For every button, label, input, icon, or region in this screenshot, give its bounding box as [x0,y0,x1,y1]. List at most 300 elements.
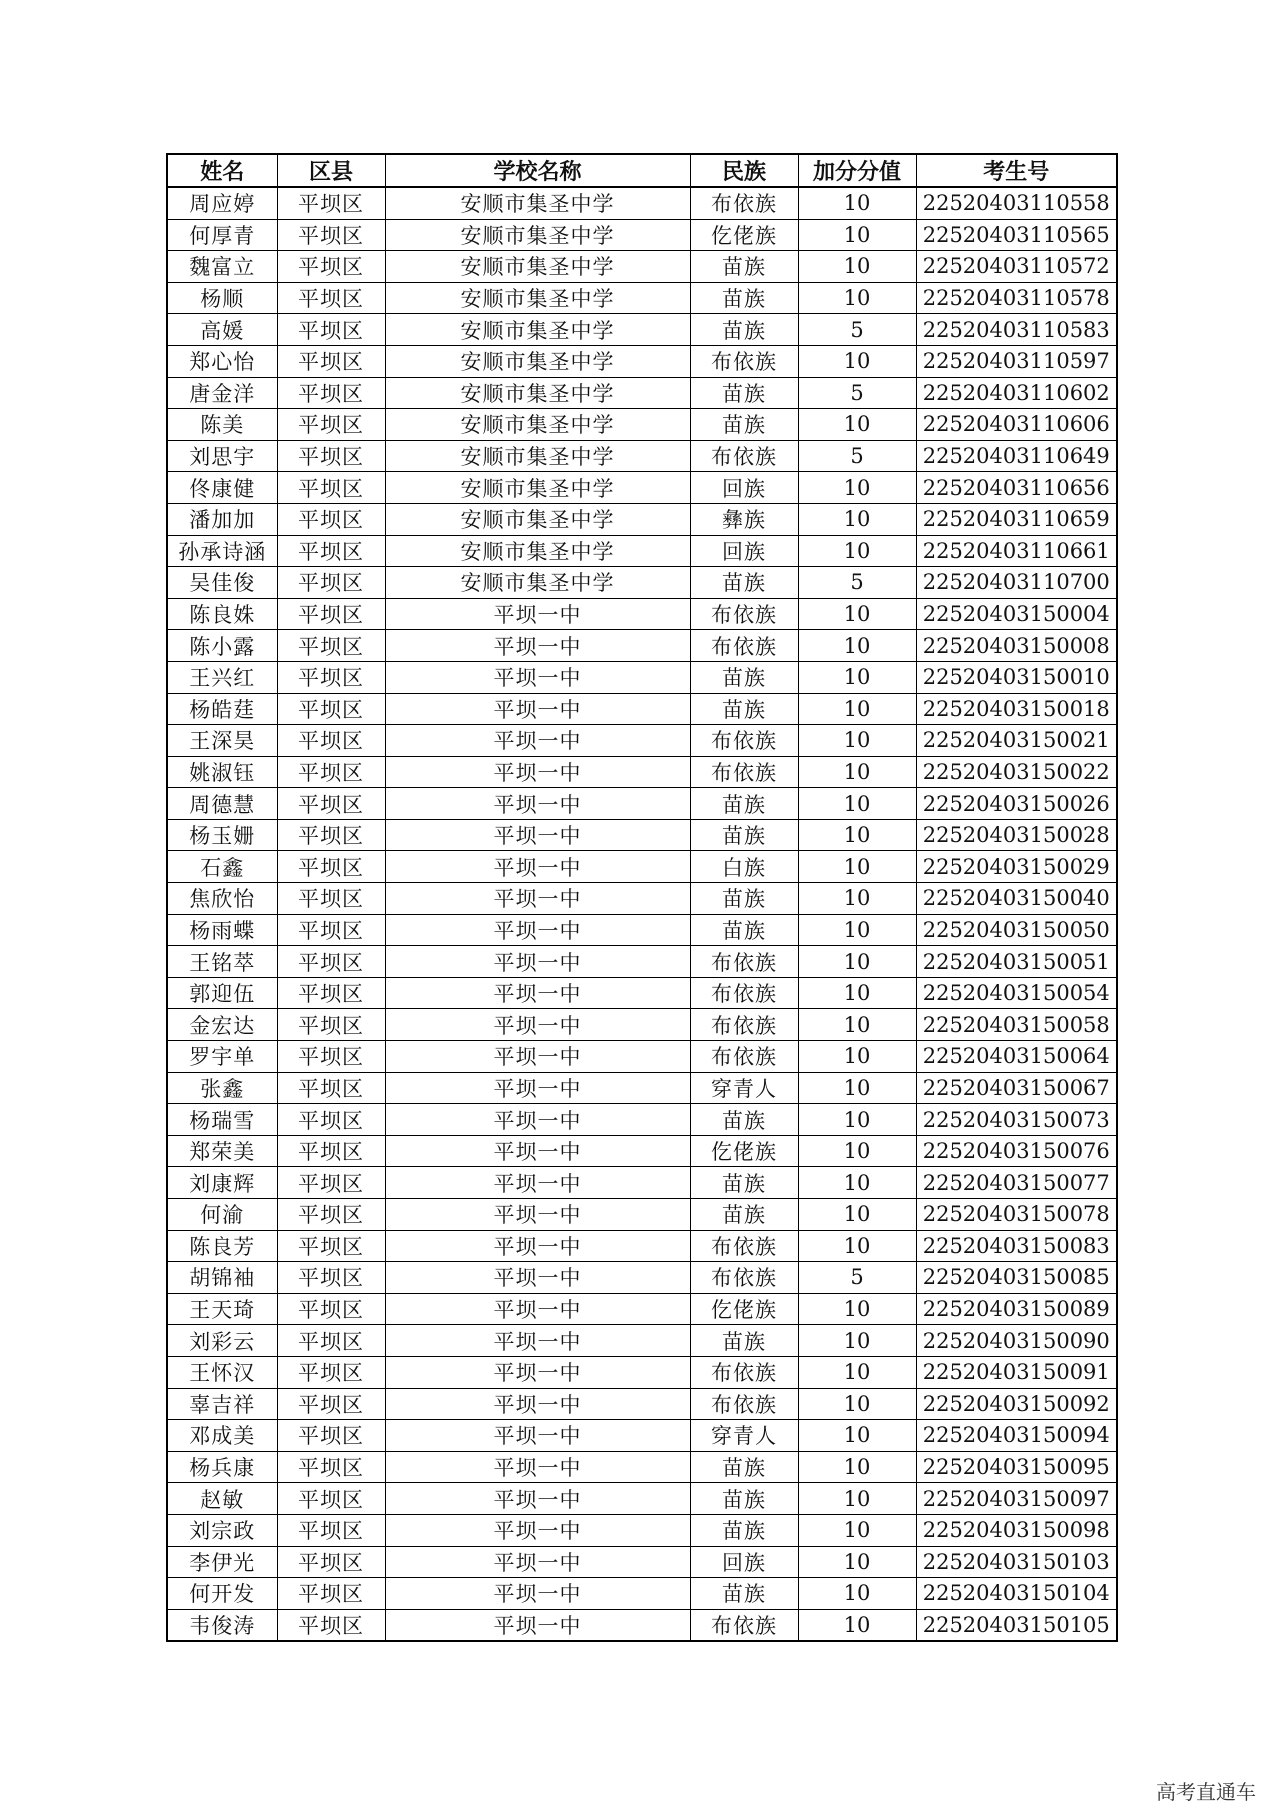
cell-district: 平坝区 [277,946,385,978]
cell-name: 孙承诗涵 [167,535,277,567]
table-row [167,187,1117,219]
cell-ethnicity: 布依族 [690,440,798,472]
cell-bonus: 10 [798,1451,916,1483]
table-row [167,1325,1117,1357]
table-row [167,1262,1117,1294]
cell-name: 王兴红 [167,661,277,693]
cell-ethnicity: 布依族 [690,946,798,978]
cell-exam-id: 22520403150085 [916,1262,1117,1294]
cell-school: 平坝一中 [385,1388,690,1420]
cell-exam-id: 22520403110572 [916,251,1117,283]
cell-school: 平坝一中 [385,1262,690,1294]
cell-bonus: 10 [798,1135,916,1167]
cell-exam-id: 22520403150078 [916,1199,1117,1231]
cell-district: 平坝区 [277,788,385,820]
cell-bonus: 10 [798,409,916,441]
cell-ethnicity: 苗族 [690,377,798,409]
cell-name: 杨顺 [167,282,277,314]
cell-district: 平坝区 [277,1546,385,1578]
cell-school: 安顺市集圣中学 [385,440,690,472]
cell-ethnicity: 布依族 [690,187,798,219]
cell-school: 平坝一中 [385,661,690,693]
table-row [167,598,1117,630]
cell-school: 平坝一中 [385,914,690,946]
cell-name: 刘康辉 [167,1167,277,1199]
cell-school: 平坝一中 [385,977,690,1009]
table-row [167,1609,1117,1641]
table-row [167,1420,1117,1452]
cell-name: 石鑫 [167,851,277,883]
cell-name: 陈美 [167,409,277,441]
cell-school: 平坝一中 [385,630,690,662]
cell-bonus: 10 [798,661,916,693]
cell-district: 平坝区 [277,1356,385,1388]
cell-name: 赵敏 [167,1483,277,1515]
cell-school: 平坝一中 [385,1514,690,1546]
cell-school: 平坝一中 [385,1609,690,1641]
cell-ethnicity: 回族 [690,472,798,504]
cell-district: 平坝区 [277,377,385,409]
table-row [167,219,1117,251]
cell-school: 安顺市集圣中学 [385,314,690,346]
cell-bonus: 10 [798,1293,916,1325]
cell-district: 平坝区 [277,409,385,441]
cell-exam-id: 22520403150050 [916,914,1117,946]
cell-bonus: 10 [798,1072,916,1104]
cell-school: 安顺市集圣中学 [385,251,690,283]
header-ethnicity: 民族 [690,154,798,187]
cell-exam-id: 22520403150103 [916,1546,1117,1578]
cell-district: 平坝区 [277,1072,385,1104]
cell-name: 张鑫 [167,1072,277,1104]
cell-ethnicity: 苗族 [690,409,798,441]
cell-district: 平坝区 [277,598,385,630]
cell-exam-id: 22520403150018 [916,693,1117,725]
cell-bonus: 10 [798,946,916,978]
cell-name: 王怀汉 [167,1356,277,1388]
cell-name: 金宏达 [167,1009,277,1041]
cell-bonus: 10 [798,282,916,314]
cell-name: 杨皓莛 [167,693,277,725]
cell-school: 平坝一中 [385,1451,690,1483]
cell-name: 何渝 [167,1199,277,1231]
cell-ethnicity: 苗族 [690,1483,798,1515]
cell-district: 平坝区 [277,1388,385,1420]
cell-name: 杨瑞雪 [167,1104,277,1136]
table-row [167,661,1117,693]
cell-exam-id: 22520403110565 [916,219,1117,251]
cell-district: 平坝区 [277,503,385,535]
table-row [167,409,1117,441]
header-exam-id: 考生号 [916,154,1117,187]
cell-ethnicity: 布依族 [690,1356,798,1388]
cell-school: 平坝一中 [385,1135,690,1167]
cell-ethnicity: 苗族 [690,1199,798,1231]
cell-ethnicity: 苗族 [690,1325,798,1357]
table-row [167,314,1117,346]
cell-exam-id: 22520403110597 [916,345,1117,377]
cell-ethnicity: 苗族 [690,1578,798,1610]
cell-exam-id: 22520403110606 [916,409,1117,441]
cell-district: 平坝区 [277,630,385,662]
cell-name: 王铭萃 [167,946,277,978]
cell-exam-id: 22520403150091 [916,1356,1117,1388]
cell-bonus: 10 [798,1230,916,1262]
table-row [167,1483,1117,1515]
cell-ethnicity: 苗族 [690,883,798,915]
cell-school: 平坝一中 [385,1578,690,1610]
table-row [167,1293,1117,1325]
cell-district: 平坝区 [277,1104,385,1136]
cell-name: 魏富立 [167,251,277,283]
cell-bonus: 10 [798,1104,916,1136]
cell-exam-id: 22520403150090 [916,1325,1117,1357]
cell-bonus: 10 [798,851,916,883]
cell-name: 唐金洋 [167,377,277,409]
cell-exam-id: 22520403110656 [916,472,1117,504]
cell-exam-id: 22520403150073 [916,1104,1117,1136]
table-row [167,472,1117,504]
cell-exam-id: 22520403150105 [916,1609,1117,1641]
cell-district: 平坝区 [277,1262,385,1294]
cell-bonus: 5 [798,314,916,346]
cell-exam-id: 22520403110659 [916,503,1117,535]
cell-exam-id: 22520403150004 [916,598,1117,630]
cell-bonus: 10 [798,1483,916,1515]
cell-ethnicity: 回族 [690,535,798,567]
cell-ethnicity: 苗族 [690,1451,798,1483]
cell-name: 邓成美 [167,1420,277,1452]
cell-bonus: 10 [798,598,916,630]
cell-school: 平坝一中 [385,1041,690,1073]
table-row [167,1451,1117,1483]
cell-ethnicity: 布依族 [690,1041,798,1073]
cell-school: 平坝一中 [385,1072,690,1104]
table-row [167,1578,1117,1610]
cell-school: 平坝一中 [385,1293,690,1325]
cell-name: 陈良姝 [167,598,277,630]
table-row [167,1072,1117,1104]
header-district: 区县 [277,154,385,187]
cell-name: 胡锦袖 [167,1262,277,1294]
cell-school: 平坝一中 [385,598,690,630]
cell-exam-id: 22520403150076 [916,1135,1117,1167]
cell-exam-id: 22520403150028 [916,819,1117,851]
cell-district: 平坝区 [277,883,385,915]
cell-bonus: 10 [798,1609,916,1641]
cell-ethnicity: 苗族 [690,251,798,283]
table-row [167,1356,1117,1388]
table-row [167,977,1117,1009]
cell-exam-id: 22520403150022 [916,756,1117,788]
cell-ethnicity: 苗族 [690,282,798,314]
cell-district: 平坝区 [277,1230,385,1262]
cell-district: 平坝区 [277,1420,385,1452]
table-row [167,1009,1117,1041]
cell-ethnicity: 彝族 [690,503,798,535]
cell-bonus: 10 [798,756,916,788]
cell-bonus: 5 [798,440,916,472]
cell-school: 安顺市集圣中学 [385,345,690,377]
cell-school: 平坝一中 [385,725,690,757]
cell-school: 平坝一中 [385,1356,690,1388]
cell-name: 焦欣怡 [167,883,277,915]
cell-ethnicity: 布依族 [690,1609,798,1641]
table-row [167,1388,1117,1420]
cell-exam-id: 22520403150021 [916,725,1117,757]
table-row [167,851,1117,883]
table-row [167,567,1117,599]
cell-bonus: 10 [798,693,916,725]
table-row [167,914,1117,946]
cell-ethnicity: 布依族 [690,1262,798,1294]
watermark-text: 高考直通车 [1156,1780,1256,1804]
cell-district: 平坝区 [277,219,385,251]
table-row [167,1104,1117,1136]
table-row [167,946,1117,978]
cell-exam-id: 22520403150094 [916,1420,1117,1452]
cell-school: 平坝一中 [385,1009,690,1041]
cell-school: 平坝一中 [385,1325,690,1357]
cell-school: 平坝一中 [385,851,690,883]
table-row [167,251,1117,283]
cell-district: 平坝区 [277,1009,385,1041]
cell-district: 平坝区 [277,1167,385,1199]
cell-exam-id: 22520403110649 [916,440,1117,472]
cell-ethnicity: 穿青人 [690,1072,798,1104]
cell-school: 安顺市集圣中学 [385,567,690,599]
cell-name: 刘宗政 [167,1514,277,1546]
cell-bonus: 10 [798,725,916,757]
table-row [167,282,1117,314]
table-header-row [167,154,1117,187]
cell-bonus: 10 [798,1514,916,1546]
cell-school: 安顺市集圣中学 [385,377,690,409]
cell-bonus: 10 [798,1199,916,1231]
cell-name: 潘加加 [167,503,277,535]
table-row [167,756,1117,788]
cell-district: 平坝区 [277,914,385,946]
cell-name: 王天琦 [167,1293,277,1325]
cell-name: 杨兵康 [167,1451,277,1483]
cell-district: 平坝区 [277,756,385,788]
cell-district: 平坝区 [277,440,385,472]
header-name: 姓名 [167,154,277,187]
cell-name: 姚淑钰 [167,756,277,788]
cell-exam-id: 22520403150083 [916,1230,1117,1262]
cell-bonus: 10 [798,535,916,567]
cell-district: 平坝区 [277,1041,385,1073]
cell-ethnicity: 苗族 [690,314,798,346]
cell-ethnicity: 苗族 [690,819,798,851]
cell-name: 王深昊 [167,725,277,757]
cell-bonus: 10 [798,1167,916,1199]
table-row [167,440,1117,472]
cell-exam-id: 22520403150026 [916,788,1117,820]
header-school: 学校名称 [385,154,690,187]
table-row [167,630,1117,662]
cell-exam-id: 22520403150067 [916,1072,1117,1104]
cell-ethnicity: 白族 [690,851,798,883]
cell-ethnicity: 苗族 [690,914,798,946]
cell-name: 郑心怡 [167,345,277,377]
table-row [167,503,1117,535]
table-row [167,345,1117,377]
table-row [167,1546,1117,1578]
cell-bonus: 5 [798,1262,916,1294]
cell-bonus: 10 [798,1356,916,1388]
cell-exam-id: 22520403150051 [916,946,1117,978]
cell-school: 平坝一中 [385,946,690,978]
cell-district: 平坝区 [277,1483,385,1515]
cell-ethnicity: 苗族 [690,1167,798,1199]
cell-ethnicity: 仡佬族 [690,1135,798,1167]
cell-name: 郭迎伍 [167,977,277,1009]
cell-district: 平坝区 [277,1135,385,1167]
cell-ethnicity: 布依族 [690,1009,798,1041]
cell-bonus: 10 [798,1041,916,1073]
cell-bonus: 5 [798,377,916,409]
table-row [167,1135,1117,1167]
cell-school: 安顺市集圣中学 [385,535,690,567]
cell-name: 辜吉祥 [167,1388,277,1420]
cell-school: 平坝一中 [385,693,690,725]
cell-exam-id: 22520403150040 [916,883,1117,915]
cell-district: 平坝区 [277,977,385,1009]
cell-bonus: 5 [798,567,916,599]
cell-district: 平坝区 [277,251,385,283]
cell-district: 平坝区 [277,567,385,599]
cell-ethnicity: 仡佬族 [690,219,798,251]
cell-ethnicity: 布依族 [690,598,798,630]
cell-bonus: 10 [798,914,916,946]
cell-district: 平坝区 [277,693,385,725]
table-row [167,819,1117,851]
cell-district: 平坝区 [277,314,385,346]
cell-district: 平坝区 [277,472,385,504]
cell-district: 平坝区 [277,282,385,314]
cell-school: 安顺市集圣中学 [385,219,690,251]
cell-bonus: 10 [798,187,916,219]
cell-ethnicity: 布依族 [690,1388,798,1420]
cell-district: 平坝区 [277,1578,385,1610]
table-row [167,535,1117,567]
cell-district: 平坝区 [277,661,385,693]
cell-name: 何厚青 [167,219,277,251]
cell-bonus: 10 [798,977,916,1009]
cell-bonus: 10 [798,219,916,251]
cell-ethnicity: 布依族 [690,725,798,757]
cell-school: 平坝一中 [385,1483,690,1515]
cell-name: 周应婷 [167,187,277,219]
cell-school: 安顺市集圣中学 [385,187,690,219]
table-row [167,1230,1117,1262]
cell-school: 平坝一中 [385,788,690,820]
cell-exam-id: 22520403150077 [916,1167,1117,1199]
cell-name: 吴佳俊 [167,567,277,599]
table-row [167,693,1117,725]
cell-name: 杨雨蝶 [167,914,277,946]
cell-district: 平坝区 [277,1514,385,1546]
cell-exam-id: 22520403150054 [916,977,1117,1009]
cell-school: 平坝一中 [385,1230,690,1262]
cell-school: 平坝一中 [385,1420,690,1452]
cell-school: 安顺市集圣中学 [385,472,690,504]
cell-exam-id: 22520403110558 [916,187,1117,219]
table-row [167,1167,1117,1199]
cell-ethnicity: 苗族 [690,661,798,693]
cell-bonus: 10 [798,1546,916,1578]
cell-bonus: 10 [798,1420,916,1452]
cell-district: 平坝区 [277,1609,385,1641]
cell-ethnicity: 苗族 [690,693,798,725]
cell-exam-id: 22520403110578 [916,282,1117,314]
table-row [167,725,1117,757]
cell-exam-id: 22520403150029 [916,851,1117,883]
cell-exam-id: 22520403150058 [916,1009,1117,1041]
cell-name: 郑荣美 [167,1135,277,1167]
cell-exam-id: 22520403150098 [916,1514,1117,1546]
cell-exam-id: 22520403150010 [916,661,1117,693]
cell-bonus: 10 [798,251,916,283]
cell-school: 平坝一中 [385,819,690,851]
cell-district: 平坝区 [277,851,385,883]
cell-bonus: 10 [798,345,916,377]
cell-exam-id: 22520403150008 [916,630,1117,662]
cell-ethnicity: 苗族 [690,1514,798,1546]
cell-exam-id: 22520403150095 [916,1451,1117,1483]
cell-name: 高媛 [167,314,277,346]
cell-district: 平坝区 [277,1293,385,1325]
cell-bonus: 10 [798,883,916,915]
cell-name: 何开发 [167,1578,277,1610]
cell-school: 平坝一中 [385,1199,690,1231]
cell-exam-id: 22520403150104 [916,1578,1117,1610]
cell-exam-id: 22520403110661 [916,535,1117,567]
table-row [167,883,1117,915]
cell-bonus: 10 [798,1388,916,1420]
cell-school: 平坝一中 [385,1104,690,1136]
cell-district: 平坝区 [277,725,385,757]
cell-exam-id: 22520403150089 [916,1293,1117,1325]
cell-district: 平坝区 [277,1451,385,1483]
cell-ethnicity: 布依族 [690,345,798,377]
header-bonus: 加分分值 [798,154,916,187]
candidate-table [166,153,1118,1642]
cell-exam-id: 22520403110602 [916,377,1117,409]
table-row [167,377,1117,409]
cell-name: 陈小露 [167,630,277,662]
cell-exam-id: 22520403150064 [916,1041,1117,1073]
cell-school: 平坝一中 [385,883,690,915]
cell-name: 韦俊涛 [167,1609,277,1641]
cell-bonus: 10 [798,819,916,851]
cell-name: 罗宇单 [167,1041,277,1073]
cell-bonus: 10 [798,1325,916,1357]
cell-district: 平坝区 [277,187,385,219]
table-row [167,788,1117,820]
cell-ethnicity: 苗族 [690,1104,798,1136]
cell-ethnicity: 苗族 [690,567,798,599]
cell-school: 安顺市集圣中学 [385,409,690,441]
cell-school: 安顺市集圣中学 [385,282,690,314]
cell-ethnicity: 布依族 [690,630,798,662]
cell-name: 刘彩云 [167,1325,277,1357]
cell-bonus: 10 [798,788,916,820]
cell-ethnicity: 仡佬族 [690,1293,798,1325]
cell-school: 平坝一中 [385,1546,690,1578]
cell-bonus: 10 [798,1578,916,1610]
